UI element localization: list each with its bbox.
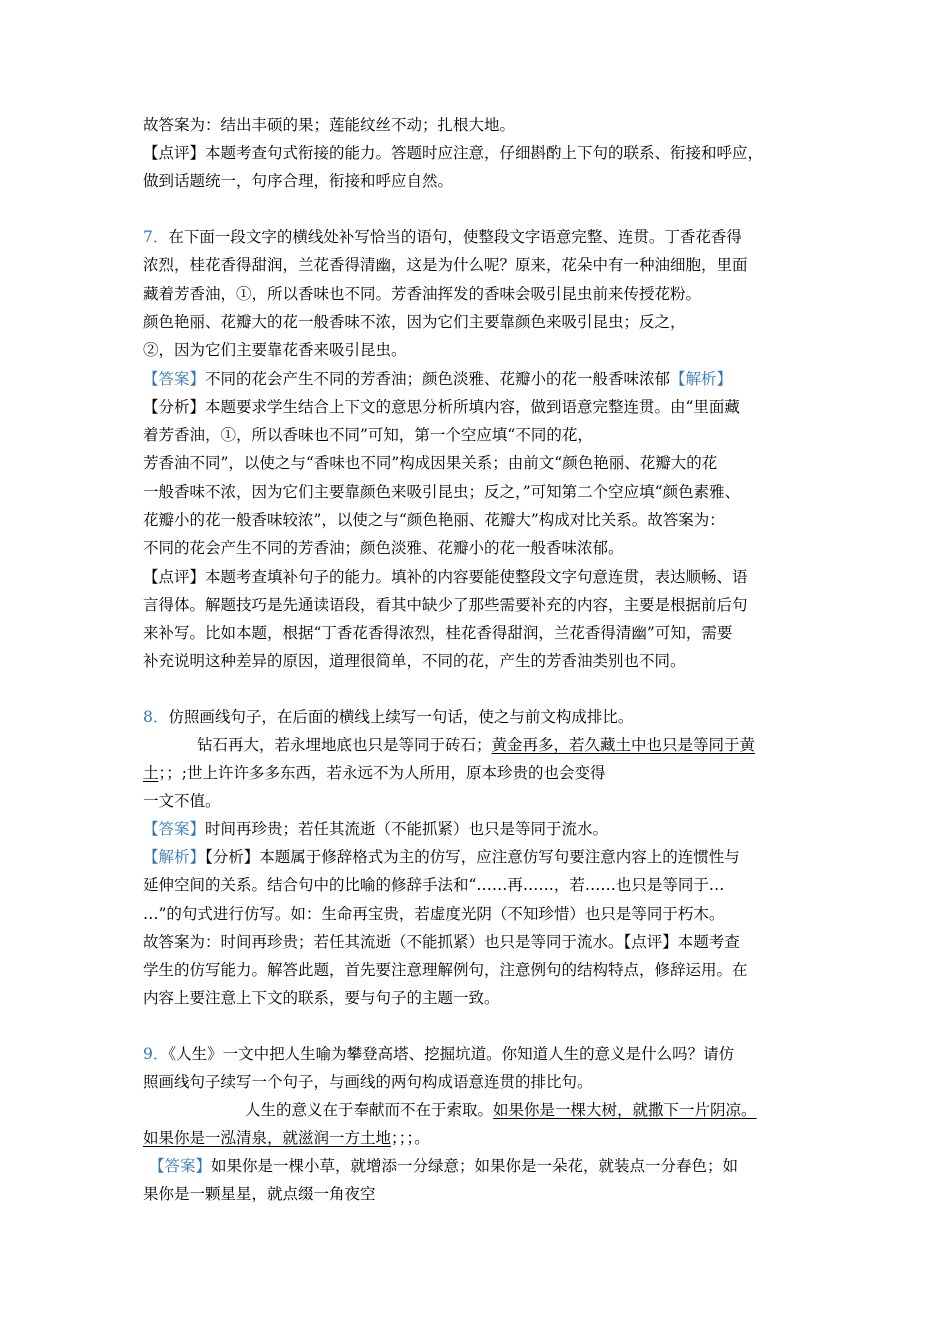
analysis-line: …”的句式进行仿写。如：生命再宝贵，若虚度光阴（不知珍惜）也只是等同于朽木。 <box>143 905 725 923</box>
question-number: 9． <box>143 1045 169 1063</box>
question-7-stem-line: ②，因为它们主要靠花香来吸引昆虫。 <box>143 341 407 359</box>
passage-line: 人生的意义在于奉献而不在于索取。如果你是一棵大树，就撒下一片阴凉。 <box>245 1101 757 1119</box>
analysis-line: 着芳香油，①，所以香味也不同”可知，第一个空应填“不同的花， <box>143 426 593 444</box>
question-7-answer <box>143 369 732 389</box>
comment-line: 【点评】本题考查填补句子的能力。填补的内容要能使整段文字句意连贯，表达顺畅、语 <box>143 568 748 586</box>
question-8-answer <box>143 819 608 839</box>
answer-text: 如果你是一棵小草，就增添一分绿意；如果你是一朵花，就装点一分春色；如 <box>211 1157 739 1175</box>
analysis-line: 【解析】【分析】本题属于修辞格式为主的仿写，应注意仿写句要注意内容上的连惯性与 <box>143 848 740 866</box>
comment-line: 【点评】本题考查句式衔接的能力。答题时应注意，仔细斟酌上下句的联系、衔接和呼应， <box>143 144 764 162</box>
question-number: 8． <box>143 708 169 726</box>
passage-line: 如果你是一泓清泉，就滋润一方土地；；；。 <box>143 1129 430 1147</box>
jiexi-tag: 【解析】 <box>670 370 733 388</box>
question-number: 7． <box>143 228 169 246</box>
question-9-stem-line: 照画线句子续写一个句子，与画线的两句构成语意连贯的排比句。 <box>143 1073 593 1091</box>
answer-tag: 【答案】 <box>143 370 206 388</box>
analysis-line: 故答案为：时间再珍贵；若任其流逝（不能抓紧）也只是等同于流水。【点评】本题考查 <box>143 933 740 951</box>
passage-line: 钻石再大，若永埋地底也只是等同于砖石；黄金再多，若久藏土中也只是等同于黄 <box>197 736 756 754</box>
passage-line: 一文不值。 <box>143 792 221 810</box>
underlined-sentence: 土 <box>143 764 159 782</box>
question-7-stem-line: 颜色艳丽、花瓣大的花一般香味不浓，因为它们主要靠颜色来吸引昆虫；反之， <box>143 313 686 331</box>
question-7-stem: 7．在下面一段文字的横线处补写恰当的语句，使整段文字语意完整、连贯。丁香花香得 <box>143 228 742 246</box>
question-7-stem-line: 藏着芳香油，①，所以香味也不同。芳香油挥发的香味会吸引昆虫前来传授花粉。 <box>143 285 702 303</box>
answer-text: 时间再珍贵；若任其流逝（不能抓紧）也只是等同于流水。 <box>205 820 609 838</box>
answer-text: 不同的花会产生不同的芳香油；颜色淡雅、花瓣小的花一般香味浓郁 <box>205 370 671 388</box>
comment-line: 补充说明这种差异的原因，道理很简单，不同的花，产生的芳香油类别也不同。 <box>143 652 686 670</box>
answer-text-line: 果你是一颗星星，就点缀一角夜空 <box>143 1185 376 1203</box>
analysis-line: 花瓣小的花一般香味较浓”，以使之与“颜色艳丽、花瓣大”构成对比关系。故答案为： <box>143 511 725 529</box>
analysis-line: 芳香油不同”，以使之与“香味也不同”构成因果关系；由前文“颜色艳丽、花瓣大的花 <box>143 454 718 472</box>
answer-tag: 【答案】 <box>143 820 206 838</box>
analysis-line: 内容上要注意上下文的联系，要与句子的主题一致。 <box>143 989 500 1007</box>
passage-line: 土；；;世上许许多多东西，若永远不为人所用，原本珍贵的也会变得 <box>143 764 606 782</box>
question-7-stem-line: 浓烈，桂花香得甜润，兰花香得清幽，这是为什么呢？原来，花朵中有一种油细胞，里面 <box>143 256 748 274</box>
underlined-sentence: 黄金再多，若久藏土中也只是等同于黄 <box>491 736 756 754</box>
comment-line: 言得体。解题技巧是先通读语段，看其中缺少了那些需要补充的内容，主要是根据前后句 <box>143 596 748 614</box>
underlined-sentence: 如果你是一泓清泉，就滋润一方土地 <box>143 1129 392 1147</box>
question-9-stem: 9．《人生》一文中把人生喻为攀登高塔、挖掘坑道。你知道人生的意义是什么吗？请仿 <box>143 1045 735 1063</box>
answer-tag: 【答案】 <box>149 1157 212 1175</box>
jiexi-tag: 【解析】 <box>143 848 206 866</box>
comment-line: 做到话题统一，句序合理，衔接和呼应自然。 <box>143 172 454 190</box>
analysis-line: 不同的花会产生不同的芳香油；颜色淡雅、花瓣小的花一般香味浓郁。 <box>143 539 624 557</box>
comment-line: 来补写。比如本题，根据“丁香花香得浓烈，桂花香得甜润，兰花香得清幽”可知，需要 <box>143 624 733 642</box>
question-9-answer <box>149 1156 738 1176</box>
question-8-stem: 8．仿照画线句子，在后面的横线上续写一句话，使之与前文构成排比。 <box>143 708 634 726</box>
analysis-line: 学生的仿写能力。解答此题，首先要注意理解例句，注意例句的结构特点，修辞运用。在 <box>143 961 748 979</box>
underlined-sentence: 如果你是一棵大树，就撒下一片阴凉。 <box>493 1101 757 1119</box>
analysis-line: 【分析】本题要求学生结合上下文的意思分析所填内容，做到语意完整连贯。由“里面藏 <box>143 398 740 416</box>
analysis-line: 延伸空间的关系。结合句中的比喻的修辞手法和“……再……，若……也只是等同于… <box>143 876 725 894</box>
analysis-line: 一般香味不浓，因为它们主要靠颜色来吸引昆虫；反之，”可知第二个空应填“颜色素雅、 <box>143 483 741 501</box>
answer-line: 故答案为：结出丰硕的果；莲能纹丝不动；扎根大地。 <box>143 116 516 134</box>
